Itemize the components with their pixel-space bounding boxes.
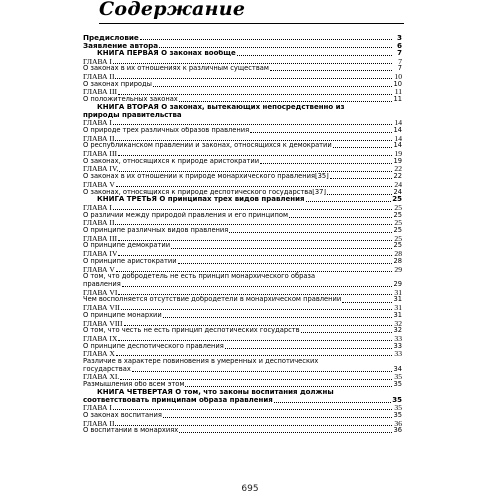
toc-entry-title: КНИГА ЧЕТВЕРТАЯ О том, что законы воспитания должны	[97, 388, 334, 396]
toc-entry-page: 19	[393, 156, 402, 165]
toc-entry-page: 7	[397, 64, 402, 73]
toc-entry-title: ГЛАВА V	[83, 265, 115, 274]
dot-leader	[121, 309, 392, 310]
toc-entry-page: 6	[396, 41, 402, 51]
toc-entry-page: 7	[397, 48, 402, 57]
toc-entry[interactable]	[83, 235, 402, 243]
toc-book-heading[interactable]	[83, 389, 402, 397]
toc-entry[interactable]	[83, 135, 402, 143]
toc-entry-page: 29	[393, 280, 402, 288]
toc-entry-title: О законах в их отношениях к различным существам	[83, 65, 269, 73]
toc-entry[interactable]	[83, 404, 402, 412]
toc-entry-page: 25	[393, 226, 402, 235]
toc-entry-page: 28	[393, 256, 402, 265]
dot-leader	[178, 263, 392, 264]
toc-entry[interactable]	[83, 320, 402, 328]
toc-entry-title: КНИГА ВТОРАЯ О законах, вытекающих непосредственно из	[97, 103, 345, 111]
toc-entry[interactable]	[83, 219, 402, 227]
toc-entry-title: ГЛАВА XI.	[83, 373, 120, 382]
toc-entry-page: 31	[394, 303, 402, 313]
toc-entry[interactable]	[83, 427, 402, 435]
dot-leader	[113, 209, 392, 210]
toc-entry-page: 31	[393, 310, 402, 319]
toc-entry[interactable]	[83, 373, 402, 381]
toc-entry-page: 32	[393, 326, 402, 335]
toc-entry-title: ГЛАВА VI	[83, 288, 118, 297]
toc-entry-page: 10	[394, 72, 402, 82]
toc-entry-page: 35	[393, 380, 402, 389]
dot-leader	[171, 248, 392, 249]
dot-leader	[250, 132, 392, 133]
dot-leader	[179, 101, 392, 102]
toc-entry-page: 25	[394, 202, 402, 212]
toc-entry[interactable]	[83, 165, 402, 173]
toc-entry-title: О законах природы	[83, 80, 152, 88]
toc-entry-page: 36	[394, 418, 402, 428]
dot-leader	[115, 78, 392, 79]
toc-entry[interactable]	[83, 250, 402, 258]
dot-leader	[116, 186, 392, 187]
toc-entry-title: О том, что добродетель не есть принцип монархического образа	[83, 272, 316, 281]
dot-leader	[132, 371, 392, 372]
toc-entry[interactable]	[83, 81, 402, 89]
toc-entry[interactable]	[83, 212, 402, 220]
toc-entry-title: ГЛАВА II	[83, 134, 115, 143]
toc-entry-title: ГЛАВА III	[83, 150, 118, 158]
toc-entry-page: 14	[393, 125, 402, 134]
toc-entry-page: 22	[393, 172, 402, 181]
toc-entry[interactable]	[83, 150, 402, 158]
toc-entry-title: ГЛАВА VIII	[83, 319, 123, 328]
toc-entry[interactable]	[83, 181, 402, 189]
toc-entry[interactable]	[83, 58, 402, 66]
page-number: 695	[241, 484, 259, 494]
dot-leader	[327, 194, 392, 195]
toc-entry[interactable]	[83, 73, 402, 81]
toc-entry-title: ГЛАВА III	[83, 234, 118, 243]
dot-leader	[124, 325, 393, 326]
toc-entry-title: ГЛАВА IV	[83, 250, 118, 258]
toc-entry-page: 25	[393, 210, 402, 219]
toc-entry-page: 29	[394, 264, 402, 274]
toc-entry-page: 28	[394, 249, 402, 259]
dot-leader	[113, 124, 392, 125]
toc-entry-page: 35	[394, 372, 402, 382]
toc-entry-page: 3	[396, 33, 402, 42]
toc-entry[interactable]	[83, 327, 402, 335]
toc-entry-title: КНИГА ТРЕТЬЯ О принципах трех видов правления	[97, 196, 305, 204]
toc-entry-page: 25	[393, 241, 402, 250]
toc-entry-title: О различии между природой правления и его принципом	[83, 211, 289, 219]
toc-entry[interactable]	[83, 142, 402, 150]
toc-entry[interactable]	[83, 335, 402, 343]
toc-entry-title: ГЛАВА II	[83, 73, 115, 81]
toc-entry-title: Размышления обо всем этом	[83, 381, 185, 389]
toc-entry-page: 19	[394, 149, 402, 159]
toc-entry-page: 25	[394, 233, 402, 243]
toc-entry-title: О принципе монархии	[83, 311, 162, 319]
dot-leader	[113, 63, 392, 64]
dot-leader	[306, 201, 392, 202]
page-title: Содержание	[99, 0, 246, 20]
toc-entry-title: ГЛАВА VII	[83, 304, 120, 312]
toc-entry[interactable]	[83, 227, 402, 235]
toc-entry-title: ГЛАВА I	[83, 57, 112, 66]
dot-leader	[163, 417, 392, 418]
toc-entry-title: О воспитании в монархиях	[83, 427, 179, 435]
toc-entry-title: О законах в их отношении к природе монархического правления[35]	[83, 173, 329, 181]
toc-entry-title: ГЛАВА V	[83, 180, 115, 189]
dot-leader	[113, 409, 392, 410]
toc-entry-title: Чем восполняется отсутствие добродетели в монархическом правлении	[83, 296, 342, 304]
toc-book-heading[interactable]	[83, 196, 402, 204]
toc-entry-page: 14	[394, 118, 402, 128]
toc-entry[interactable]	[83, 273, 402, 288]
toc-entry[interactable]	[83, 343, 402, 351]
toc-entry[interactable]	[83, 420, 402, 428]
toc-entry-title: ГЛАВА X	[83, 350, 115, 359]
dot-leader	[225, 348, 392, 349]
toc-entry-page: 24	[393, 187, 402, 196]
toc-entry[interactable]	[83, 127, 402, 135]
dot-leader	[120, 379, 392, 380]
toc-entry[interactable]	[83, 189, 402, 197]
dot-leader	[301, 332, 392, 333]
dot-leader	[342, 302, 392, 303]
toc-entry-title: О законах, относящихся к природе аристократии	[83, 157, 260, 165]
toc-entry-title: О положительных законах	[83, 96, 178, 104]
toc-entry-page: 36	[393, 426, 402, 435]
toc-entry[interactable]	[83, 381, 402, 389]
toc-entry[interactable]	[83, 158, 402, 166]
toc-entry-title: природы правительства	[83, 111, 182, 119]
dot-leader	[333, 147, 392, 148]
toc-entry-page: 22	[394, 164, 402, 174]
toc-entry-page: 11	[393, 95, 402, 104]
toc-entry-page: 34	[393, 364, 402, 373]
toc-entry[interactable]	[83, 258, 402, 266]
toc-entry-title: Различие в характере повиновения в умеренных и деспотических	[83, 357, 319, 366]
toc-entry[interactable]	[83, 304, 402, 312]
toc-entry-title: Предисловие	[83, 34, 139, 42]
dot-leader	[115, 425, 392, 426]
toc-entry-title-cont: государствах	[83, 365, 131, 373]
dot-leader	[153, 86, 392, 87]
toc-entry-page: 35	[393, 410, 402, 419]
toc-entry-title: ГЛАВА IV,	[83, 165, 119, 174]
toc-entry-title: ГЛАВА I	[83, 203, 112, 212]
toc-entry[interactable]	[83, 296, 402, 304]
toc-entry-page: 35	[392, 395, 402, 404]
toc-entry[interactable]	[83, 358, 402, 373]
toc-entry-title: соответствовать принципам образа правления	[83, 396, 273, 404]
toc-entry-page: 33	[394, 333, 402, 343]
dot-leader	[122, 286, 392, 287]
toc-entry-page: 10	[393, 79, 402, 88]
toc-entry[interactable]	[83, 173, 402, 181]
toc-entry-title: ГЛАВА I	[83, 119, 112, 127]
toc-entry-page: 35	[394, 403, 402, 413]
dot-leader	[115, 140, 392, 141]
dot-leader	[159, 47, 392, 48]
toc-entry[interactable]	[83, 65, 402, 73]
toc-entry-page: 32	[394, 318, 402, 328]
toc-entry-title: ГЛАВА III	[83, 88, 118, 97]
dot-leader	[274, 402, 392, 403]
toc-entry-page: 31	[394, 287, 402, 297]
toc-entry-title: О природе трех различных образов правления	[83, 126, 250, 134]
toc-entry-title: ГЛАВА II	[83, 419, 115, 428]
toc-entry-page: 25	[392, 195, 402, 204]
toc-entry-title: ГЛАВА I	[83, 404, 112, 412]
toc-entry-page: 14	[393, 141, 402, 150]
dot-leader	[118, 155, 392, 156]
toc-entry-page: 14	[394, 133, 402, 143]
toc-entry-title: КНИГА ПЕРВАЯ О законах вообще	[97, 49, 236, 57]
dot-leader	[118, 255, 392, 256]
toc-entry-page: 25	[394, 218, 402, 228]
dot-leader	[260, 163, 392, 164]
toc-entry-title-cont: правления	[83, 281, 121, 288]
toc-entry-title: Заявление автора	[83, 42, 159, 50]
dot-leader	[118, 240, 392, 241]
toc-entry-title: О законах воспитания	[83, 411, 162, 419]
toc-entry-title: О законах, относящихся к природе деспотического государства[37]	[83, 188, 327, 196]
toc-entry[interactable]	[83, 412, 402, 420]
dot-leader	[229, 232, 392, 233]
dot-leader	[179, 432, 392, 433]
toc-book-heading-cont[interactable]	[83, 397, 402, 405]
dot-leader	[185, 386, 392, 387]
dot-leader	[118, 294, 392, 295]
title-divider	[99, 23, 404, 24]
toc-entry-page: 31	[393, 295, 402, 304]
dot-leader	[115, 224, 392, 225]
toc-entry-title: О принципе аристократии	[83, 257, 177, 265]
toc-entry-page: 33	[394, 349, 402, 359]
dot-leader	[119, 171, 392, 172]
toc-entry-page: 7	[398, 56, 402, 66]
dot-leader	[330, 178, 392, 179]
toc-entry[interactable]	[83, 96, 402, 104]
dot-leader	[118, 340, 392, 341]
toc-entry-title: О республиканском правлении и законах, относящихся к демократии	[83, 142, 332, 150]
toc-entry[interactable]	[83, 312, 402, 320]
toc-entry[interactable]	[83, 204, 402, 212]
toc-entry-title: ГЛАВА II	[83, 219, 115, 228]
toc-book-heading-cont[interactable]	[83, 112, 402, 120]
toc-entry-title: О том, что честь не есть принцип деспотических государств	[83, 327, 300, 335]
toc-entry[interactable]	[83, 88, 402, 96]
dot-leader	[140, 39, 392, 40]
toc-entry-title: ГЛАВА IX	[83, 334, 118, 343]
toc-entry[interactable]	[83, 289, 402, 297]
dot-leader	[289, 217, 392, 218]
toc-entry[interactable]	[83, 42, 402, 50]
toc-entry-title: О принципе различных видов правления	[83, 227, 229, 235]
toc-book-heading[interactable]	[83, 50, 402, 58]
toc-entry[interactable]	[83, 242, 402, 250]
dot-leader	[118, 94, 392, 95]
toc-entry-title: О принципе деспотического правления	[83, 342, 224, 350]
toc-entry-page: 33	[393, 341, 402, 350]
toc-book-heading[interactable]	[83, 104, 402, 112]
toc-entry[interactable]	[83, 34, 402, 42]
dot-leader	[237, 55, 392, 56]
dot-leader	[270, 70, 392, 71]
toc-entry[interactable]	[83, 119, 402, 127]
dot-leader	[163, 317, 392, 318]
toc-entry-page: 24	[394, 179, 402, 189]
toc-entry-page: 11	[394, 87, 402, 97]
table-of-contents	[83, 34, 402, 435]
toc-entry-title: О принципе демократии	[83, 242, 171, 250]
